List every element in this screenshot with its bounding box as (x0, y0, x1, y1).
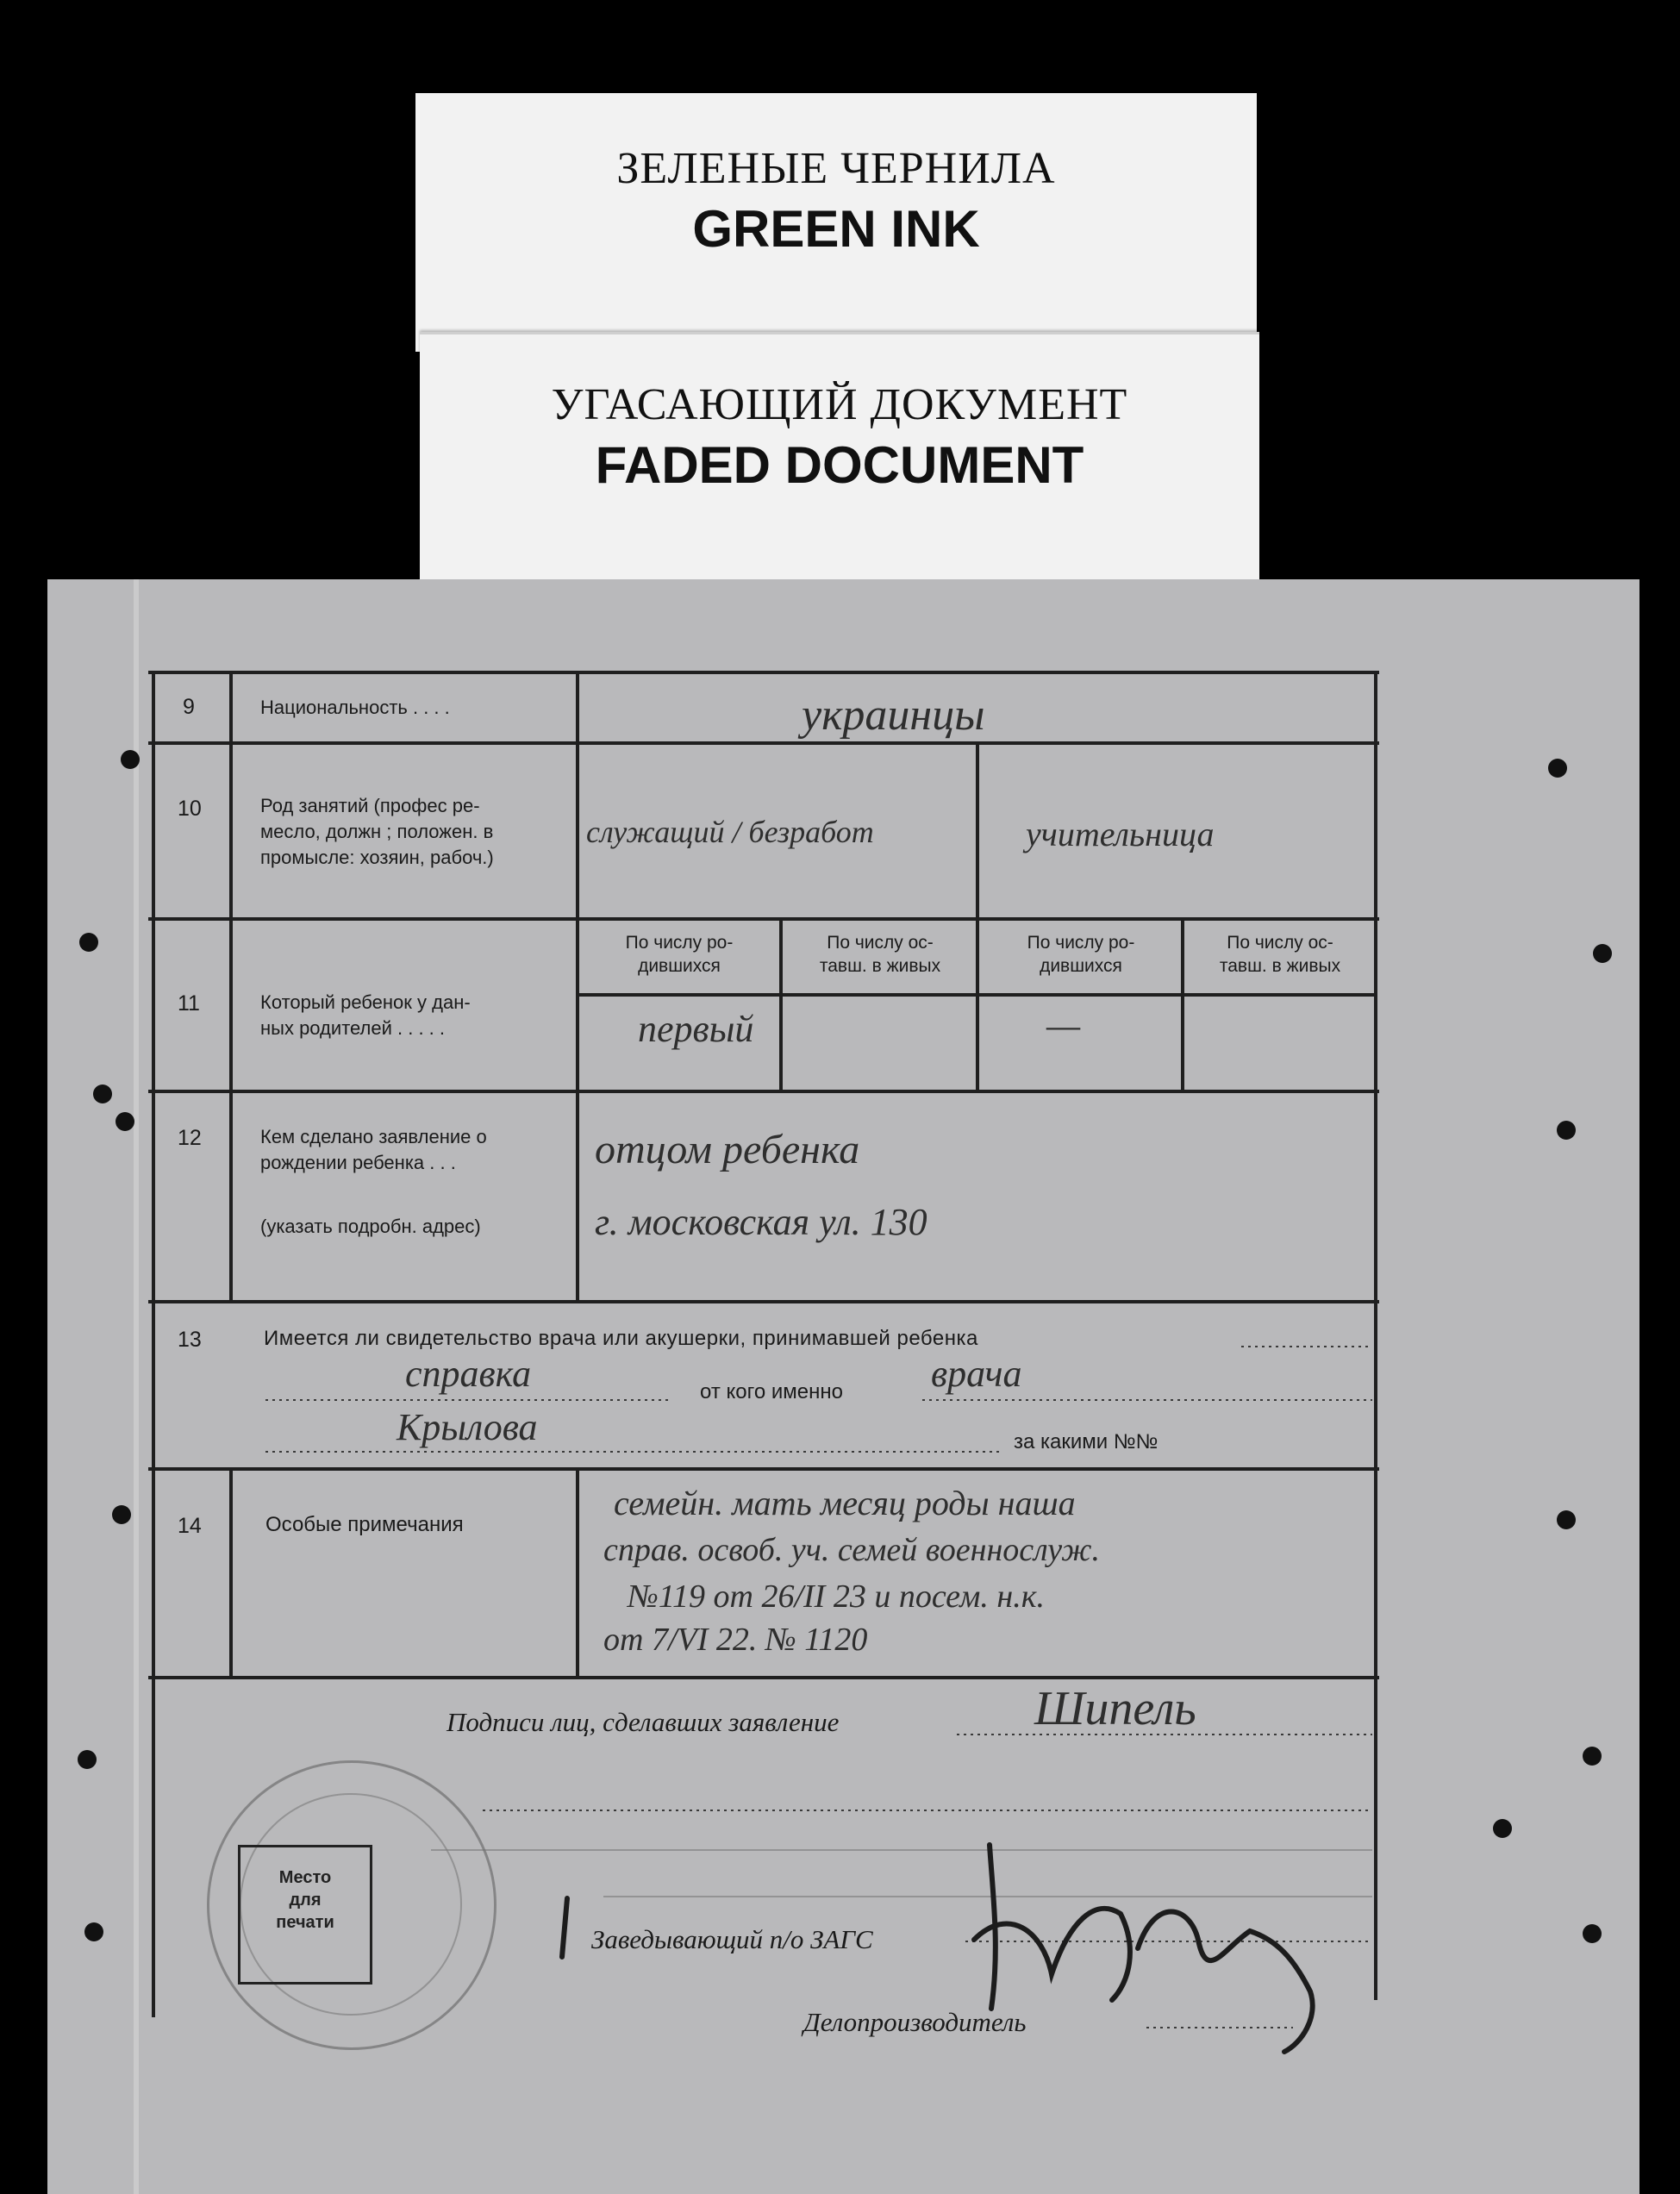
special-notes-label: Особые примечания (265, 1513, 464, 1536)
occupation-label: Род занятий (профес ре- месло, должн ; положен. в промысле: хозяин, рабоч.) (260, 795, 494, 868)
row-11-number: 11 (178, 991, 200, 1016)
zags-head-label: Заведывающий п/о ЗАГС (591, 1924, 873, 1954)
occupation-father-value: служащий / безработ (586, 815, 874, 849)
certificate-who-value: врача (931, 1353, 1022, 1395)
address-value: г. московская ул. 130 (595, 1201, 927, 1243)
row-10-number: 10 (178, 797, 202, 821)
notes-line-4: от 7/VI 22. № 1120 (603, 1622, 868, 1658)
notes-line-3: №119 от 26/II 23 и посем. н.к. (628, 1578, 1045, 1615)
declarant-value: отцом ребенка (595, 1127, 860, 1172)
stamp-place-box: Место для печати (238, 1845, 372, 1985)
nationality-value: украинцы (802, 691, 985, 740)
mother-alive-header: По числу ос- тавш. в живых (1219, 933, 1341, 976)
child-order-mother-value: — (1046, 1004, 1081, 1047)
notice-faded-ru: УГАСАЮЩИЙ ДОКУМЕНТ (551, 380, 1128, 429)
mother-born-header: По числу ро- дившихся (1027, 933, 1135, 976)
nationality-label: Национальность . . . . (260, 697, 450, 718)
certificate-question-label: Имеется ли свидетельство врача или акушерки, принимавшей ребенка (264, 1327, 978, 1350)
declarant-label: Кем сделано заявление о рождении ребенка . . . (260, 1126, 487, 1173)
notice-green-ink-ru: ЗЕЛЕНЫЕ ЧЕРНИЛА (616, 144, 1056, 193)
row-13-number: 13 (178, 1328, 202, 1352)
declarant-signature: Шипель (1034, 1682, 1196, 1735)
from-whom-label: от кого именно (700, 1380, 843, 1403)
notes-line-2: справ. освоб. уч. семей военнослуж. (603, 1532, 1100, 1568)
father-alive-header: По числу ос- тавш. в живых (819, 933, 941, 976)
child-order-label: Который ребенок у дан- ных родителей . . . . . (260, 991, 471, 1039)
row-12-number: 12 (178, 1126, 202, 1150)
address-label: (указать подробн. адрес) (260, 1216, 481, 1237)
notice-faded-en: FADED DOCUMENT (595, 436, 1084, 494)
row-9-number: 9 (183, 695, 195, 719)
notice-green-ink-en: GREEN INK (692, 200, 980, 258)
certificate-name-value: Крылова (397, 1406, 538, 1448)
notes-line-1: семейн. мать месяц роды наша (614, 1484, 1076, 1522)
row-14-number: 14 (178, 1514, 202, 1538)
by-number-label: за какими №№ (1014, 1430, 1159, 1453)
signatures-label: Подписи лиц, сделавших заявление (447, 1707, 840, 1737)
clerk-label: Делопроизводитель (803, 2007, 1027, 2037)
father-born-header: По числу ро- дившихся (625, 933, 734, 976)
child-order-value: первый (638, 1008, 754, 1050)
occupation-mother-value: учительница (1026, 815, 1215, 853)
certificate-doc-value: справка (405, 1353, 532, 1395)
